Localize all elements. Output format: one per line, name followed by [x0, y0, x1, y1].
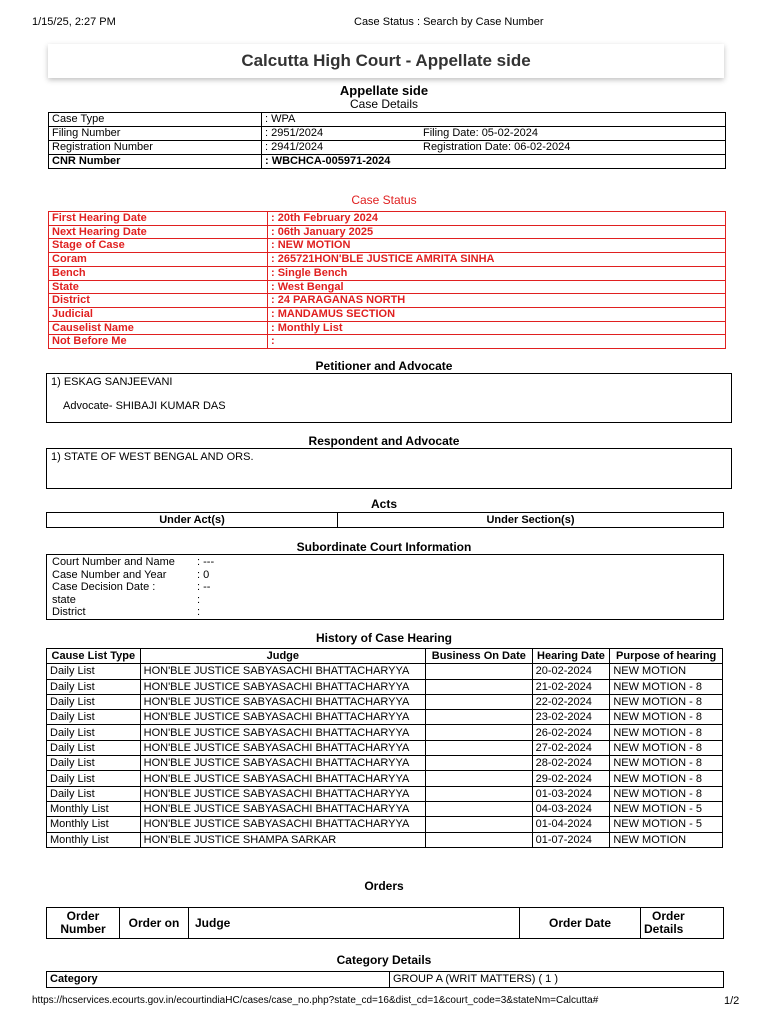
respondent-box [46, 448, 732, 489]
status-value: : Single Bench [268, 266, 726, 280]
category-label: Category [47, 972, 390, 988]
case-details-table [48, 112, 726, 169]
table-row [47, 817, 723, 832]
purpose-of-hearing-cell: NEW MOTION - 5 [610, 801, 723, 816]
status-row [49, 239, 726, 253]
hearing-date-cell: 01-07-2024 [532, 832, 610, 847]
hearing-date-cell: 23-02-2024 [532, 710, 610, 725]
business-on-date-cell [426, 786, 533, 801]
purpose-of-hearing-cell: NEW MOTION - 5 [610, 817, 723, 832]
purpose-of-hearing-cell: NEW MOTION - 8 [610, 786, 723, 801]
status-row [49, 321, 726, 335]
hearing-date-cell: 22-02-2024 [532, 694, 610, 709]
judge-cell: HON'BLE JUSTICE SABYASACHI BHATTACHARYYA [140, 710, 425, 725]
respondent-name: 1) STATE OF WEST BENGAL AND ORS. [51, 451, 254, 463]
history-title: History of Case Hearing [315, 631, 453, 645]
print-datetime: 1/15/25, 2:27 PM [32, 16, 116, 28]
category-table [46, 971, 724, 988]
order-date-header: Order Date [520, 908, 641, 939]
business-on-date-cell [426, 801, 533, 816]
cause-list-type-cell: Monthly List [47, 817, 141, 832]
judge-cell: HON'BLE JUSTICE SABYASACHI BHATTACHARYYA [140, 786, 425, 801]
status-value: : 24 PARAGANAS NORTH [268, 294, 726, 308]
status-row [49, 253, 726, 267]
hearing-history-table [46, 648, 723, 848]
business-on-date-cell [426, 694, 533, 709]
status-label: First Hearing Date [49, 212, 268, 226]
subordinate-label: Case Decision Date : [52, 581, 156, 593]
cnr-label: CNR Number [49, 155, 262, 169]
judge-header: Judge [140, 649, 425, 664]
business-on-date-header: Business On Date [426, 649, 533, 664]
purpose-of-hearing-cell: NEW MOTION - 8 [610, 679, 723, 694]
subordinate-label: state [52, 593, 76, 606]
judge-cell: HON'BLE JUSTICE SABYASACHI BHATTACHARYYA [140, 664, 425, 679]
status-value: : NEW MOTION [268, 239, 726, 253]
status-value: : West Bengal [268, 280, 726, 294]
status-value: : [268, 335, 726, 349]
cause-list-type-cell: Daily List [47, 740, 141, 755]
purpose-of-hearing-cell: NEW MOTION [610, 832, 723, 847]
table-row [47, 786, 723, 801]
side-title: Appellate side [339, 83, 429, 98]
status-value: : 265721HON'BLE JUSTICE AMRITA SINHA [268, 253, 726, 267]
judge-cell: HON'BLE JUSTICE SABYASACHI BHATTACHARYYA [140, 801, 425, 816]
judge-cell: HON'BLE JUSTICE SABYASACHI BHATTACHARYYA [140, 756, 425, 771]
status-label: Judicial [49, 307, 268, 321]
cause-list-type-cell: Daily List [47, 679, 141, 694]
print-url[interactable]: https://hcservices.ecourts.gov.in/ecourtindiaHC/cases/case_no.php?state_cd=16&dist_cd=1&court_code=3&stateNm=Calcutta# [32, 995, 599, 1006]
judge-cell: HON'BLE JUSTICE SABYASACHI BHATTACHARYYA [140, 817, 425, 832]
status-label: District [49, 294, 268, 308]
hearing-date-cell: 01-03-2024 [532, 786, 610, 801]
status-label: Coram [49, 253, 268, 267]
registration-number-label: Registration Number [49, 141, 262, 155]
filing-date: Filing Date: 05-02-2024 [420, 127, 726, 141]
judge-cell: HON'BLE JUSTICE SABYASACHI BHATTACHARYYA [140, 725, 425, 740]
order-judge-header: Judge [189, 908, 520, 939]
table-row [47, 694, 723, 709]
hearing-date-header: Hearing Date [532, 649, 610, 664]
print-page-title: Case Status : Search by Case Number [354, 16, 544, 28]
status-value: : Monthly List [268, 321, 726, 335]
order-number-header [47, 908, 120, 939]
hearing-date-cell: 26-02-2024 [532, 725, 610, 740]
purpose-of-hearing-cell: NEW MOTION - 8 [610, 694, 723, 709]
petitioner-advocate: Advocate- SHIBAJI KUMAR DAS [63, 400, 226, 412]
registration-date: Registration Date: 06-02-2024 [420, 141, 726, 155]
judge-cell: HON'BLE JUSTICE SABYASACHI BHATTACHARYYA [140, 771, 425, 786]
case-type-label: Case Type [49, 113, 262, 127]
registration-number-value: : 2941/2024 [262, 141, 421, 155]
cause-list-type-cell: Monthly List [47, 801, 141, 816]
subordinate-title: Subordinate Court Information [296, 540, 472, 554]
table-row [47, 725, 723, 740]
table-row [47, 679, 723, 694]
table-row [47, 832, 723, 847]
hearing-date-cell: 04-03-2024 [532, 801, 610, 816]
order-details-header-line1: Order [652, 909, 685, 923]
order-number-header-line2: Number [60, 922, 106, 936]
cause-list-type-cell: Daily List [47, 786, 141, 801]
status-row [49, 307, 726, 321]
acts-table [46, 512, 724, 528]
orders-table [46, 907, 724, 939]
order-on-header: Order on [120, 908, 189, 939]
status-row [49, 294, 726, 308]
judge-cell: HON'BLE JUSTICE SABYASACHI BHATTACHARYYA [140, 679, 425, 694]
under-acts-header: Under Act(s) [47, 513, 338, 528]
status-row [49, 225, 726, 239]
table-row [47, 664, 723, 679]
petitioner-name: 1) ESKAG SANJEEVANI [51, 376, 173, 388]
judge-cell: HON'BLE JUSTICE SABYASACHI BHATTACHARYYA [140, 694, 425, 709]
case-status-table [48, 211, 726, 349]
table-row [47, 771, 723, 786]
purpose-of-hearing-cell: NEW MOTION - 8 [610, 740, 723, 755]
case-details-title: Case Details [349, 97, 419, 111]
subordinate-value: : [197, 606, 201, 618]
business-on-date-cell [426, 725, 533, 740]
table-row [47, 740, 723, 755]
print-page-number: 1/2 [724, 995, 740, 1007]
orders-title: Orders [364, 879, 404, 893]
hearing-date-cell: 28-02-2024 [532, 756, 610, 771]
purpose-of-hearing-cell: NEW MOTION - 8 [610, 710, 723, 725]
purpose-of-hearing-cell: NEW MOTION - 8 [610, 725, 723, 740]
category-value: GROUP A (WRIT MATTERS) ( 1 ) [393, 973, 559, 985]
status-label: Not Before Me [49, 335, 268, 349]
status-row [49, 266, 726, 280]
status-row [49, 335, 726, 349]
judge-cell: HON'BLE JUSTICE SABYASACHI BHATTACHARYYA [140, 740, 425, 755]
status-label: Bench [49, 266, 268, 280]
cause-list-type-cell: Daily List [47, 771, 141, 786]
filing-number-label: Filing Number [49, 127, 262, 141]
purpose-of-hearing-cell: NEW MOTION [610, 664, 723, 679]
subordinate-value: : -- [197, 581, 211, 593]
subordinate-label: Court Number and Name [52, 556, 175, 568]
respondent-title: Respondent and Advocate [308, 434, 460, 448]
status-label: State [49, 280, 268, 294]
subordinate-value: : 0 [197, 568, 210, 581]
status-row [49, 212, 726, 226]
status-row [49, 280, 726, 294]
subordinate-value: : --- [197, 556, 215, 568]
case-type-value: : WPA [265, 113, 296, 125]
business-on-date-cell [426, 771, 533, 786]
history-header-row [47, 649, 723, 664]
order-details-header-line2: Details [644, 922, 684, 936]
subordinate-box [46, 554, 724, 620]
business-on-date-cell [426, 817, 533, 832]
judge-cell: HON'BLE JUSTICE SHAMPA SARKAR [140, 832, 425, 847]
table-row [47, 756, 723, 771]
cause-list-type-cell: Monthly List [47, 832, 141, 847]
status-value: : 20th February 2024 [271, 212, 378, 224]
subordinate-value: : [197, 593, 201, 606]
order-number-header-line1: Order [66, 909, 100, 923]
purpose-of-hearing-cell: NEW MOTION - 8 [610, 771, 723, 786]
subordinate-label: Case Number and Year [52, 568, 167, 581]
business-on-date-cell [426, 756, 533, 771]
hearing-date-cell: 29-02-2024 [532, 771, 610, 786]
cause-list-type-cell: Daily List [47, 694, 141, 709]
status-value: : 06th January 2025 [268, 225, 726, 239]
cause-list-type-cell: Daily List [47, 725, 141, 740]
petitioner-title: Petitioner and Advocate [315, 359, 453, 373]
business-on-date-cell [426, 832, 533, 847]
table-row [47, 710, 723, 725]
status-label: Stage of Case [49, 239, 268, 253]
status-label: Next Hearing Date [49, 225, 268, 239]
business-on-date-cell [426, 710, 533, 725]
hearing-date-cell: 01-04-2024 [532, 817, 610, 832]
business-on-date-cell [426, 740, 533, 755]
acts-title: Acts [370, 497, 397, 511]
cause-list-type-cell: Daily List [47, 710, 141, 725]
table-row [47, 801, 723, 816]
status-value: : MANDAMUS SECTION [268, 307, 726, 321]
order-details-header [641, 908, 724, 939]
business-on-date-cell [426, 664, 533, 679]
hearing-date-cell: 21-02-2024 [532, 679, 610, 694]
cause-list-type-cell: Daily List [47, 756, 141, 771]
hearing-date-cell: 27-02-2024 [532, 740, 610, 755]
purpose-of-hearing-cell: NEW MOTION - 8 [610, 756, 723, 771]
subordinate-label: District [52, 606, 86, 618]
cnr-value: : WBCHCA-005971-2024 [262, 155, 726, 169]
filing-number-value: : 2951/2024 [262, 127, 421, 141]
status-label: Causelist Name [49, 321, 268, 335]
cause-list-type-header: Cause List Type [47, 649, 141, 664]
cause-list-type-cell: Daily List [47, 664, 141, 679]
petitioner-box [46, 373, 732, 423]
under-sections-header: Under Section(s) [338, 513, 724, 528]
case-status-title: Case Status [351, 193, 417, 207]
business-on-date-cell [426, 679, 533, 694]
category-title: Category Details [336, 953, 432, 967]
purpose-of-hearing-header: Purpose of hearing [610, 649, 723, 664]
hearing-date-cell: 20-02-2024 [532, 664, 610, 679]
court-banner-title: Calcutta High Court - Appellate side [48, 44, 724, 78]
